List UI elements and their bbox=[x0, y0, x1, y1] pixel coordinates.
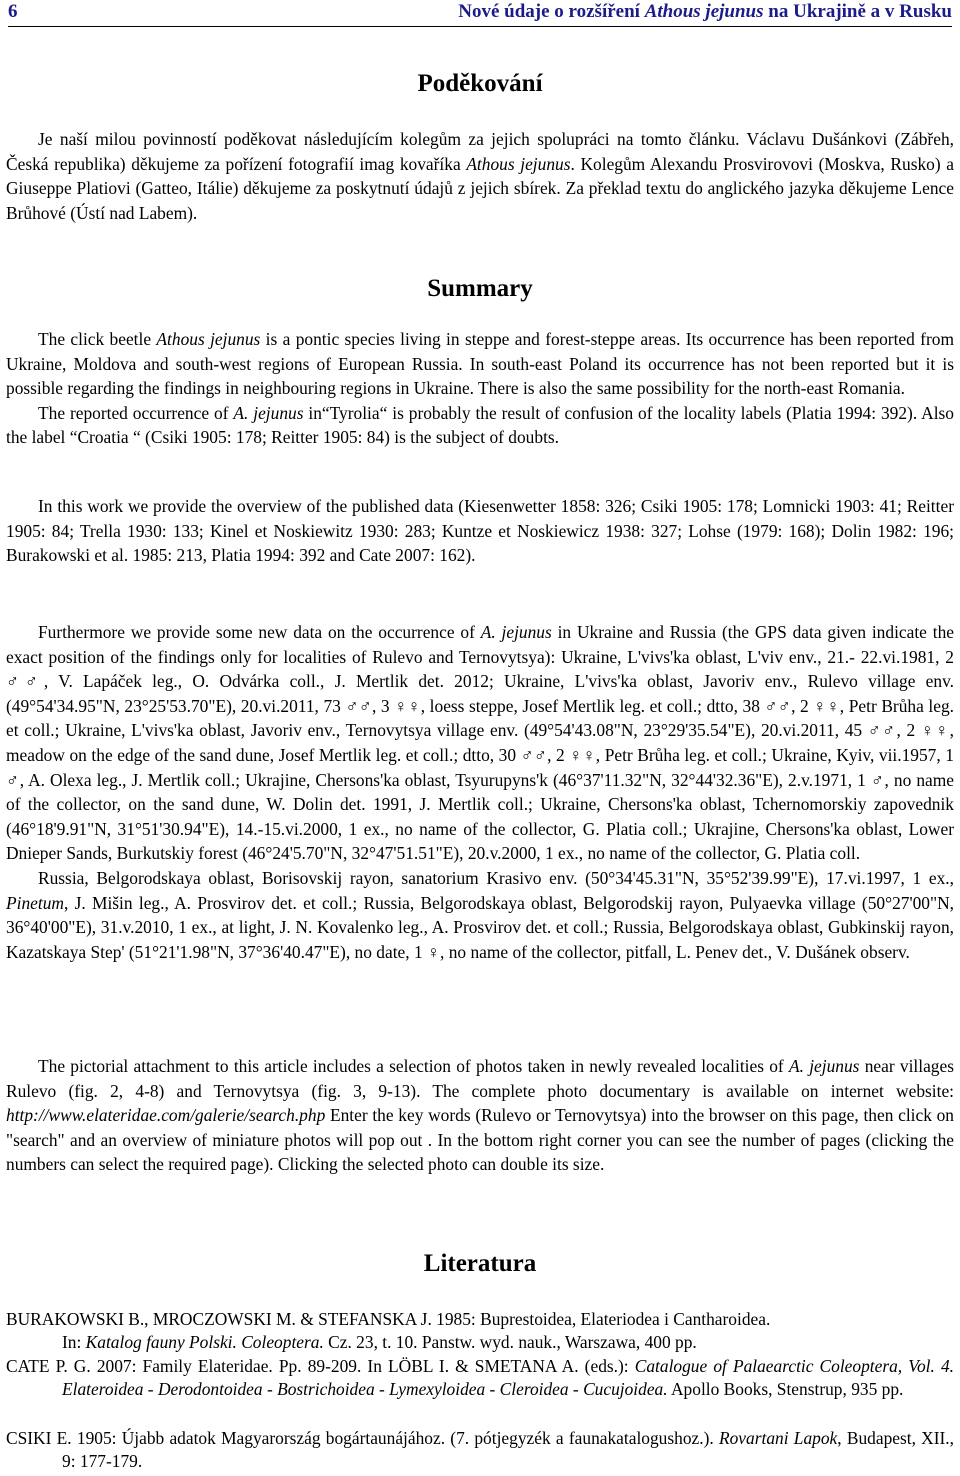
running-header bbox=[8, 0, 952, 27]
reference-entry: CSIKI E. 1905: Újabb adatok Magyarország bogártaunájához. (7. pótjegyzék a faunakatalogushoz.). Rovartani Lapok, Budapest, XII., 9: 177-179. bbox=[6, 1428, 955, 1471]
acknowledgements-text bbox=[6, 127, 954, 225]
page-number: 6 bbox=[8, 1, 18, 22]
new-data-text bbox=[6, 620, 954, 964]
summary-paragraph: The click beetle Athous jejunus is a pontic species living in steppe and forest-steppe areas. Its occurrence has been reported from Ukraine, Moldova and south-west regions of European Russia. In south-east Poland its occurrence has not been reported but it is possible regarding the findings in neighbouring regions in Ukraine. There is also the same possibility for the north-east Romania. bbox=[6, 329, 954, 399]
reference-entry: CATE P. G. 2007: Family Elateridae. Pp. 89-209. In LÖBL I. & SMETANA A. (eds.): Catalogue of Palaearctic Coleoptera, Vol. 4. Elateroidea - Derodontoidea - Bostrichoidea - Lymexyloidea - Cleroidea - Cucujoidea. Apollo Books, Stenstrup, 935 pp. bbox=[6, 1356, 954, 1399]
running-title: Nové údaje o rozšíření Athous jejunus na Ukrajině a v Rusku bbox=[458, 1, 952, 22]
reference-entry: BURAKOWSKI B., MROCZOWSKI M. & STEFANSKA J. 1985: Buprestoidea, Elateriodea i Cantharoidea. In: Katalog fauny Polski. Coleoptera. Cz. 23, t. 10. Panstw. wyd. nauk., Warszawa, 400 pp. bbox=[6, 1309, 771, 1352]
summary-text bbox=[6, 327, 954, 450]
website-link: http://www.elateridae.com/galerie/search.php bbox=[6, 1105, 326, 1126]
new-data-paragraph: Furthermore we provide some new data on the occurrence of A. jejunus in Ukraine and Russia (the GPS data given indicate the exact position of the findings only for localities of Rulevo and Ternovytsya): Ukraine, L'vivs'ka oblast, L'viv env., 21.- 22.vi.1981, 2 ♂♂, V. Lapáček leg., O. Odvárka coll., J. Mertlik det. 2012; Ukraine, L'vivs'ka oblast, Javoriv env., Rulevo village env. (49°54'34.95"N, 23°25'53.70"E), 20.vi.2011, 73 ♂♂, 3 ♀♀, loess steppe, Josef Mertlik leg. et coll.; dtto, 38 ♂♂, 2 ♀♀, Petr Brůha leg. et coll.; Ukraine, L'vivs'ka oblast, Javoriv env., Ternovytsya village env. (49°54'43.08"N, 23°29'35.54"E), 20.vi.2011, 45 ♂♂, 2 ♀♀, meadow on the edge of the sand dune, Josef Mertlik leg. et coll.; dtto, 30 ♂♂, 2 ♀♀, Petr Brůha leg. et coll.; Ukraine, Kyiv, vii.1957, 1 ♂, A. Olexa leg., J. Mertlik coll.; Ukrajine, Chersons'ka oblast, Tsyurupyns'k (46°37'11.32"N, 32°44'32.36"E), 2.v.1971, 1 ♂, no name of the collector, on the sand dune, W. Dolin det. 1991, J. Mertlik coll.; Ukraine, Chersons'ka oblast, Tchernomorskiy zapovednik (46°18'9.91"N, 31°51'30.94"E), 14.-15.vi.2000, 1 ex., no name of the collector, G. Platia coll.; Ukrajine, Chersons'ka oblast, Lower Dnieper Sands, Burkutskiy forest (46°24'5.70"N, 32°47'51.51"E), 20.v.2000, 1 ex., no name of the collector, G. Platia coll. bbox=[6, 622, 954, 864]
summary-heading: Summary bbox=[427, 275, 533, 302]
russia-data-paragraph: Russia, Belgorodskaya oblast, Borisovskij rayon, sanatorium Krasivo env. (50°34'45.31"N, 35°52'39.99"E), 17.vi.1997, 1 ex., Pinetum, J. Mišin leg., A. Prosvirov det. et coll.; Russia, Belgorodskaya oblast, Belgorodskij rayon, Pulyaevka village (50°27'00"N, 36°40'00"E), 31.v.2010, 1 ex., at light, J. N. Kovalenko leg., A. Prosvirov det. et coll.; Russia, Belgorodskaya oblast, Gubkinskij rayon, Kazatskaya Step' (51°21'1.98"N, 37°36'40.47"E), no date, 1 ♀, no name of the collector, pitfall, L. Penev det., V. Dušánek observ. bbox=[6, 867, 954, 962]
summary-paragraph: The reported occurrence of A. jejunus in“Tyrolia“ is probably the result of confusion of the locality labels (Platia 1994: 392). Also the label “Croatia “ (Csiki 1905: 178; Reitter 1905: 84) is the subject of doubts. bbox=[6, 402, 954, 448]
pictorial-paragraph: The pictorial attachment to this article includes a selection of photos taken in newly revealed localities of A. jejunus near villages Rulevo (fig. 2, 4-8) and Ternovytsya (fig. 3, 9-13). The complete photo documentary is available on internet website: http://www.elateridae.com/galerie/search.php Enter the key words (Rulevo or Ternovytsya) into the browser on this page, then click on "search" and an overview of miniature photos will pop out . In the bottom right corner you can see the number of pages (clicking the numbers can select the required page). Clicking the selected photo can double its size. bbox=[6, 1056, 954, 1175]
literature-heading: Literatura bbox=[423, 1250, 537, 1277]
acknowledgements-paragraph: Je naší milou povinností poděkovat následujícím kolegům za jejich spolupráci na tomto článku. Václavu Dušánkovi (Zábřeh, Česká republika) děkujeme za pořízení fotografií imag kovaříka Athous jejunus. Kolegům Alexandu Prosvirovovi (Moskva, Rusko) a Giuseppe Platiovi (Gatteo, Itálie) děkujeme za poskytnutí údajů z jejich sbírek. Za překlad textu do anglického jazyka děkujeme Lence Brůhové (Ústí nad Labem). bbox=[6, 129, 954, 223]
overview-paragraph: In this work we provide the overview of the published data (Kiesenwetter 1858: 326; Csiki 1905: 178; Lomnicki 1903: 41; Reitter 1905: 84; Trella 1930: 133; Kinel et Noskiewitz 1930: 283; Kuntze et Noskiewicz 1938: 327; Lohse (1979: 168); Dolin 1982: 196; Burakowski et al. 1985: 213, Platia 1994: 392 and Cate 2007: 162). bbox=[6, 496, 954, 566]
overview-text bbox=[6, 494, 954, 568]
acknowledgements-heading: Poděkování bbox=[417, 70, 543, 97]
pictorial-text bbox=[6, 1054, 954, 1177]
